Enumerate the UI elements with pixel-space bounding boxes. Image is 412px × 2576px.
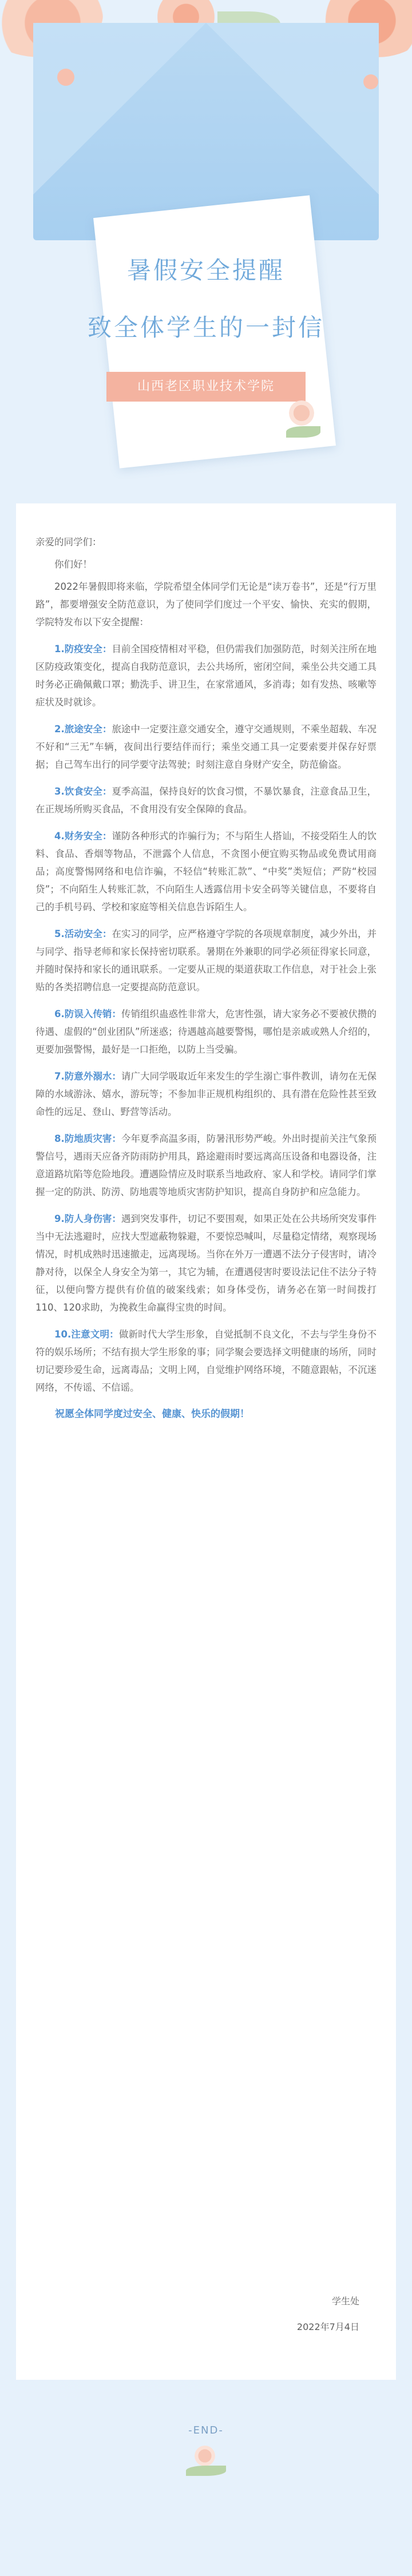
title-line-2: 致全体学生的一封信 xyxy=(87,313,324,342)
item-pyramid-scheme xyxy=(35,1005,377,1058)
item-title: 9.防人身伤害： xyxy=(54,1213,121,1224)
item-text: 做新时代大学生形象，自觉抵制不良文化，不去与学生身份不符的娱乐场所；不结有损大学生形象的事；同学聚会要选择文明健康的场所，同时切记要珍爱生命，远离毒品；文明上网，自觉维护网络环境，不随意跟帖，不沉迷网络，不传谣、不信谣。 xyxy=(35,1329,377,1393)
item-activity-safety xyxy=(35,925,377,996)
flower-decoration-badge xyxy=(289,400,314,426)
item-text: 目前全国疫情相对平稳，但仍需我们加强防范，时刻关注所在地区防疫政策变化，提高自我防范意识，去公共场所，密闭空间，乘坐公共交通工具时务必正确佩戴口罩；勤洗手、讲卫生，在家常通风，多消毒；如有发热、咳嗽等症状及时就诊。 xyxy=(35,644,377,708)
leaf-decoration-badge xyxy=(286,426,320,438)
signature-date: 2022年7月4日 xyxy=(296,2321,359,2332)
signature: 学生处 xyxy=(331,2296,359,2307)
item-title: 8.防地质灾害： xyxy=(54,1133,121,1144)
item-text: 旅途中一定要注意交通安全，遵守交通规则，不乘坐超载、车况不好和“三无”车辆，夜间出行要结伴而行；乘坐交通工具一定要索要并保存好票据；自己驾车出行的同学要守法驾驶；时刻注意自身财产安全，防范偷盗。 xyxy=(35,724,377,770)
greeting: 亲爱的同学们： xyxy=(35,537,102,547)
item-drowning xyxy=(35,1067,377,1121)
item-text: 夏季高温，保持良好的饮食习惯，不暴饮暴食，注意食品卫生，在正规场所购买食品，不食用没有安全保障的食品。 xyxy=(35,786,377,815)
item-title: 2.旅途安全： xyxy=(54,724,112,735)
item-text: 遇到突发事件，切记不要围观，如果正处在公共场所突发事件当中无法逃避时，应找大型遮蔽物躲避，不要惊恐喊叫，尽量稳定情绪，观察现场情况，时机成熟时迅速撤走，远离现场。当你在外万一遭遇不法分子侵害时，请冷静对待，以保全人身安全为第一，其它为辅，在遭遇侵害时要设法记住不法分子特征，以便向警方提供有价值的破案线索；如身体受伤，请务必在第一时间拨打110、120求助，为挽救生命赢得宝贵的时间。 xyxy=(35,1213,377,1313)
item-food-safety xyxy=(35,783,377,818)
leaf-decoration-footer xyxy=(186,2466,226,2476)
item-finance-safety xyxy=(35,827,377,916)
closing-wish: 祝愿全体同学度过安全、健康、快乐的假期！ xyxy=(55,1408,249,1420)
item-text: 请广大同学吸取近年来发生的学生溺亡事件教训，请勿在无保障的水域游泳、嬉水，游玩等；不参加非正规机构组织的、具有潜在危险性甚至致命性的远足、登山、野营等活动。 xyxy=(35,1071,377,1117)
item-travel-safety xyxy=(35,720,377,773)
letter-body xyxy=(35,533,377,1423)
end-label: -END- xyxy=(188,2424,224,2436)
small-flower-right xyxy=(363,74,378,89)
item-text: 今年夏季高温多雨，防暑汛形势严峻。外出时提前关注气象预警信号，遇雨天应备齐防雨防护用具，路途避雨时要远离高压设备和电器设备，注意道路坑陷等危险地段。遭遇险情应及时联系当地政府、家人和学校。请同学们掌握一定的防洪、防涝、防地震等地质灾害防护知识，提高自身防护和应急能力。 xyxy=(35,1133,377,1197)
envelope-flap-left xyxy=(33,23,206,195)
item-geological-disaster xyxy=(35,1130,377,1201)
item-epidemic-safety xyxy=(35,640,377,711)
school-name-badge: 山西老区职业技术学院 xyxy=(106,372,306,402)
flower-decoration-footer xyxy=(195,2446,215,2466)
header-banner xyxy=(0,0,412,492)
item-title: 4.财务安全： xyxy=(54,831,112,842)
item-civility xyxy=(35,1325,377,1396)
item-text: 在实习的同学，应严格遵守学院的各项规章制度，减少外出，并与同学、指导老师和家长保持密切联系。暑期在外兼职的同学必须征得家长同意，并随时保持和家长的通讯联系。一定要从正规的渠道获取工作信息，对于社会上张贴的各类招聘信息一定要提高防范意识。 xyxy=(35,928,377,993)
small-flower-left xyxy=(57,69,74,86)
intro-paragraph: 2022年暑假即将来临，学院希望全体同学们无论是“读万卷书”，还是“行万里路”，都要增强安全防范意识，为了使同学们度过一个平安、愉快、充实的假期，学院特发布以下安全提醒： xyxy=(35,581,377,628)
item-title: 1.防疫安全： xyxy=(54,644,112,654)
hello-line: 你们好！ xyxy=(54,559,92,570)
title-line-1: 暑假安全提醒 xyxy=(126,256,285,284)
item-text: 谨防各种形式的诈骗行为；不与陌生人搭讪，不接受陌生人的饮料、食品、香烟等物品，不泄露个人信息，不贪图小便宜购买物品或免费试用商品；高度警惕网络和电信诈骗，不轻信“转账汇款”、“中奖”类短信；严防“校园贷”；不向陌生人转账汇款，不向陌生人透露信用卡安全码等关键信息，不要将自己的手机号码、学校和家庭等相关信息告诉陌生人。 xyxy=(35,831,377,912)
item-title: 3.饮食安全： xyxy=(54,786,112,797)
item-title: 10.注意文明： xyxy=(54,1329,119,1340)
letter-content-card xyxy=(16,503,396,2380)
item-title: 6.防误入传销： xyxy=(54,1009,121,1019)
item-text: 传销组织蛊惑性非常大，危害性强，请大家务必不要被伏攒的待遇、虚假的“创业团队”所迷惑；待遇越高越要警惕，哪怕是亲戚或熟人介绍的，更要加强警惕，最好是一口拒绝，以防上当受骗。 xyxy=(35,1009,377,1055)
item-title: 7.防意外溺水： xyxy=(54,1071,121,1082)
item-personal-injury xyxy=(35,1210,377,1316)
item-title: 5.活动安全： xyxy=(54,928,112,939)
envelope-flap-right xyxy=(206,23,379,195)
